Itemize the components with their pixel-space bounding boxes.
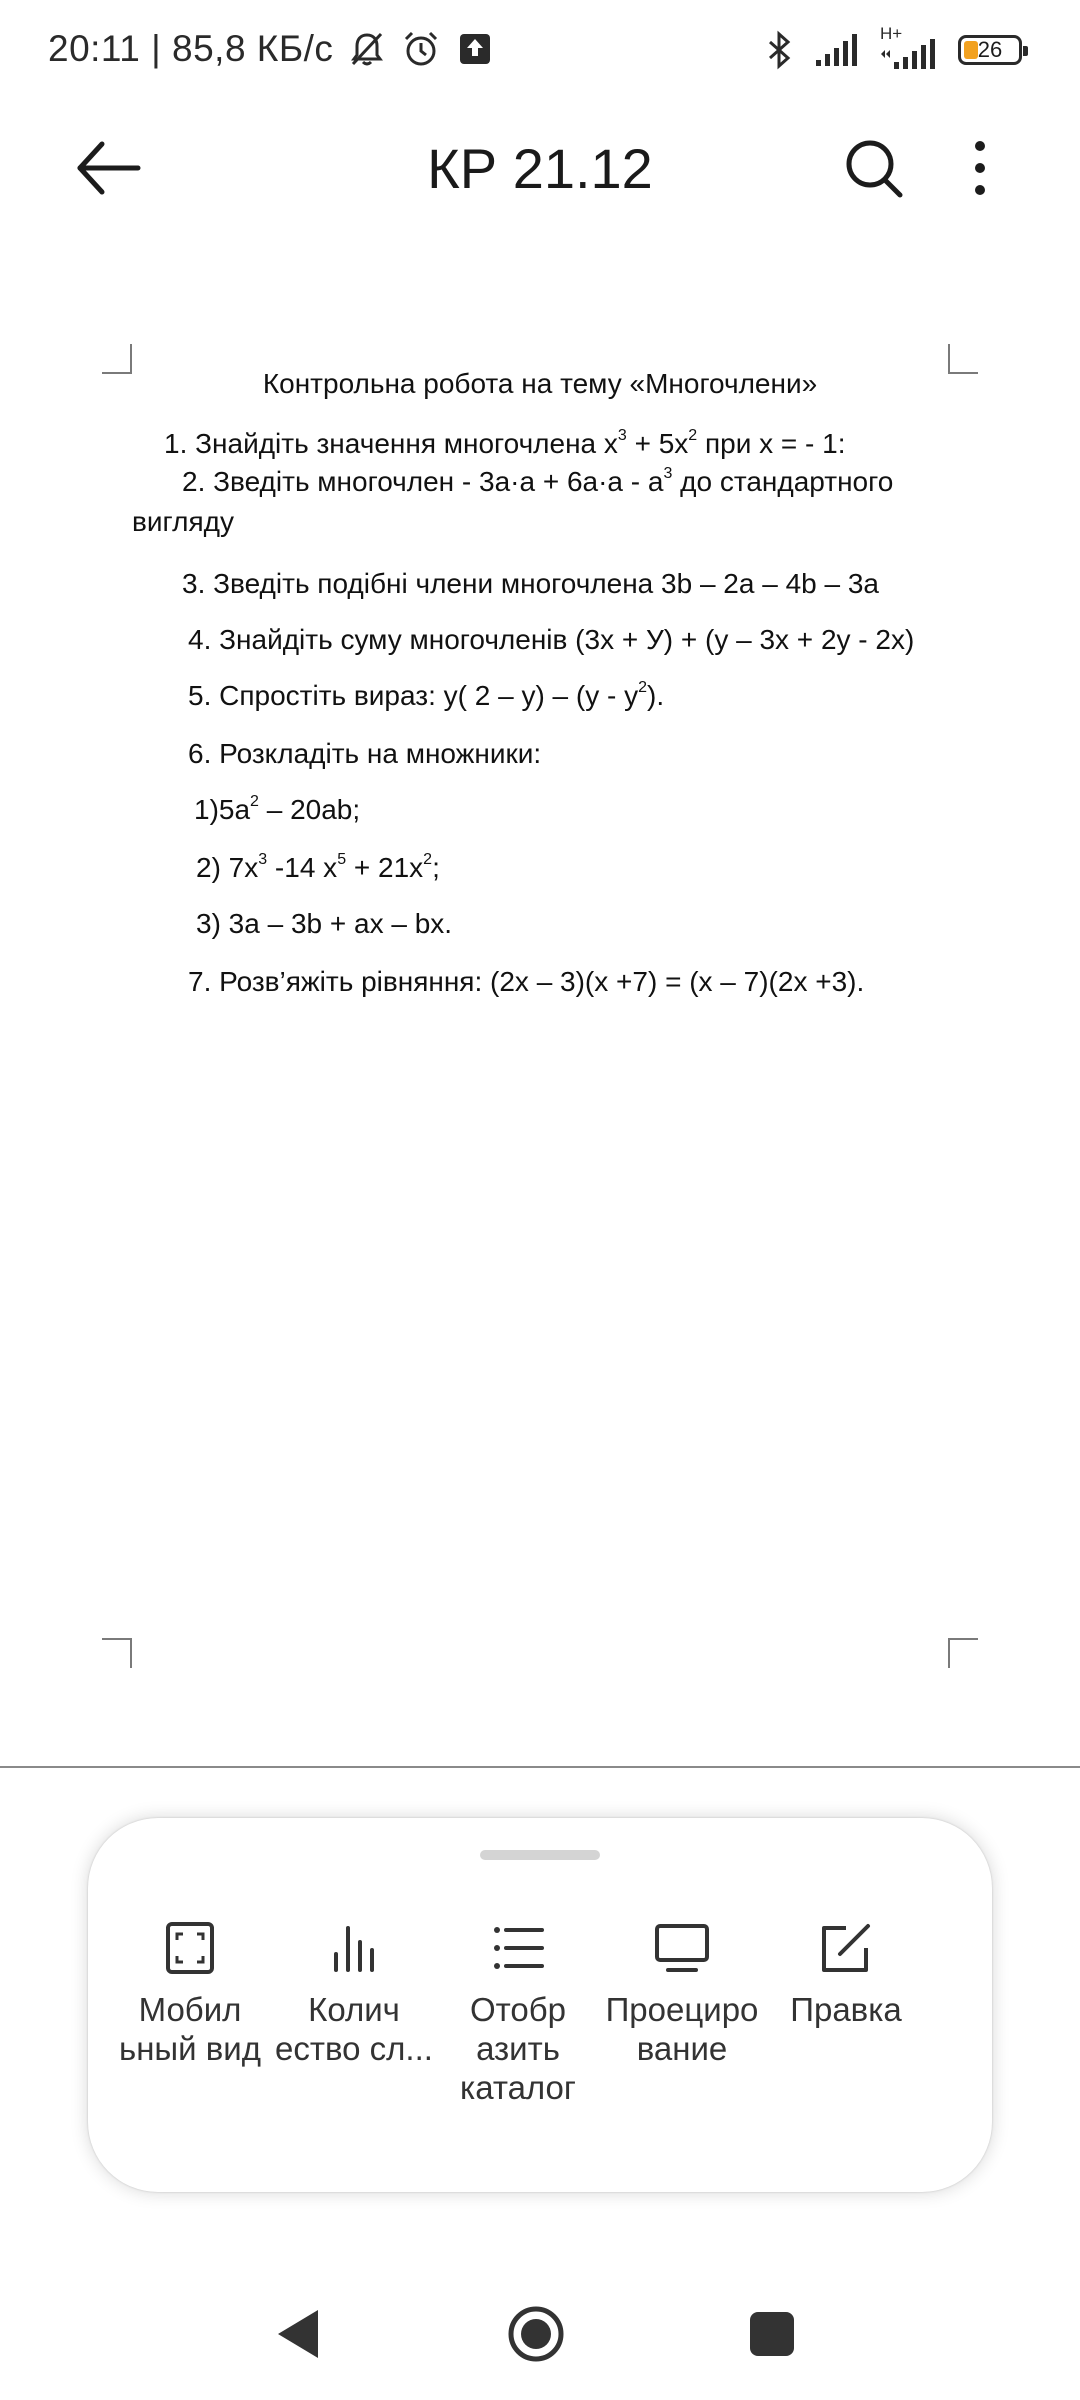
task-1-mid: + 5x — [626, 428, 689, 459]
show-catalog-label-line-1: Отобр — [469, 1991, 567, 2028]
nav-home-icon[interactable] — [504, 2302, 568, 2366]
mobile-view-label — [108, 1990, 272, 2068]
document-heading: Контрольна робота на тему «Многочлени» — [262, 368, 818, 399]
task-1-text: 1. Знайдіть значення многочлена x — [164, 428, 618, 459]
projection-label-line-2: вание — [636, 2030, 728, 2067]
status-left — [48, 28, 495, 70]
task-6-2-exp-2: 5 — [337, 851, 347, 868]
task-5-text: 5. Спростіть вираз: у( 2 – у) – (у - у — [188, 680, 639, 711]
task-5-tail: ). — [647, 680, 665, 711]
bell-off-icon — [347, 29, 387, 69]
mobile-view-button[interactable] — [108, 1920, 272, 2068]
projection-label-line-1: Проециро — [605, 1991, 759, 2028]
alarm-icon — [401, 29, 441, 69]
signal-icon — [814, 32, 862, 68]
projection-label — [600, 1990, 764, 2068]
mobile-view-label-line-2: ьный вид — [119, 2030, 261, 2067]
system-nav-bar — [0, 2280, 1080, 2390]
task-6-3: 3) 3a – 3b + ax – bx. — [196, 908, 453, 939]
task-4: 4. Знайдіть суму многочленів (3х + У) + (у – 3х + 2у - 2х) — [188, 624, 915, 655]
divider — [0, 1766, 1080, 1768]
show-catalog-button[interactable] — [436, 1920, 600, 2107]
task-2-exp-1: 3 — [663, 465, 673, 482]
word-count-label — [272, 1990, 436, 2068]
status-bar — [0, 0, 1080, 108]
mobile-view-label-line-1: Мобил — [138, 1991, 242, 2028]
task-1 — [164, 428, 846, 460]
task-6-1-exp: 2 — [250, 793, 259, 810]
list-icon — [490, 1920, 546, 1976]
task-1-exp-2: 2 — [688, 427, 698, 444]
crop-mark-bottom-right — [948, 1638, 978, 1668]
task-7: 7. Розв’яжіть рівняння: (2х – 3)(х +7) = (х – 7)(2х +3). — [188, 966, 865, 997]
show-catalog-label — [436, 1990, 600, 2107]
edit-label: Правка — [790, 1991, 902, 2028]
task-2-continuation: вигляду — [132, 506, 234, 537]
task-2 — [182, 466, 893, 498]
search-icon[interactable] — [838, 130, 908, 206]
battery-icon — [958, 35, 1022, 65]
edit-icon — [818, 1920, 874, 1976]
word-count-label-line-1: Колич — [308, 1991, 400, 2028]
nav-back-icon[interactable] — [266, 2302, 330, 2366]
page-title: КР 21.12 — [427, 137, 653, 200]
signal-h-plus-icon — [878, 24, 942, 70]
task-1-tail: при х = - 1: — [697, 428, 846, 459]
network-type-label: H+ — [880, 24, 903, 43]
edit-button[interactable] — [764, 1920, 928, 2029]
app-bar — [0, 108, 1080, 230]
monitor-icon — [654, 1920, 710, 1976]
task-3: 3. Зведіть подібні члени многочлена 3b – 2a – 4b – 3a — [182, 568, 879, 599]
bottom-sheet — [88, 1818, 992, 2192]
task-2-tail: до стандартного — [672, 466, 894, 497]
task-6-2-tail: ; — [432, 852, 440, 883]
bar-chart-icon — [326, 1920, 382, 1976]
task-6-2-mid-1: -14 x — [267, 852, 338, 883]
task-6-1 — [194, 794, 360, 826]
show-catalog-label-line-3: каталог — [460, 2069, 576, 2106]
status-right — [762, 24, 1022, 70]
task-1-exp-1: 3 — [617, 427, 627, 444]
mobile-view-icon — [162, 1920, 218, 1976]
task-5-exp-1: 2 — [638, 679, 648, 696]
sheet-drag-handle[interactable] — [480, 1850, 600, 1860]
task-6-2-exp-3: 2 — [423, 851, 433, 868]
word-count-label-line-2: ество сл... — [275, 2030, 433, 2067]
document-page[interactable] — [100, 340, 980, 1670]
nav-recents-icon[interactable] — [740, 2302, 804, 2366]
task-6-1-text: 1)5a — [194, 794, 251, 825]
status-time-speed: 20:11 | 85,8 КБ/с — [48, 28, 334, 69]
task-2-text: 2. Зведіть многочлен - 3а·а + 6а·а - а — [182, 466, 664, 497]
upload-icon — [455, 29, 495, 69]
task-6: 6. Розкладіть на множники: — [188, 738, 542, 769]
word-count-button[interactable] — [272, 1920, 436, 2068]
task-6-2 — [196, 852, 440, 884]
battery-level: 26 — [977, 37, 1003, 62]
projection-button[interactable] — [600, 1920, 764, 2068]
bluetooth-icon — [762, 30, 798, 70]
crop-mark-bottom-left — [102, 1638, 132, 1668]
task-6-1-tail: – 20ab; — [258, 794, 361, 825]
more-vertical-icon[interactable] — [960, 130, 1000, 206]
task-5 — [188, 680, 664, 712]
task-6-2-text: 2) 7x — [196, 852, 259, 883]
task-6-2-mid-2: + 21x — [346, 852, 424, 883]
task-6-2-exp-1: 3 — [258, 851, 268, 868]
show-catalog-label-line-2: азить — [476, 2030, 560, 2067]
